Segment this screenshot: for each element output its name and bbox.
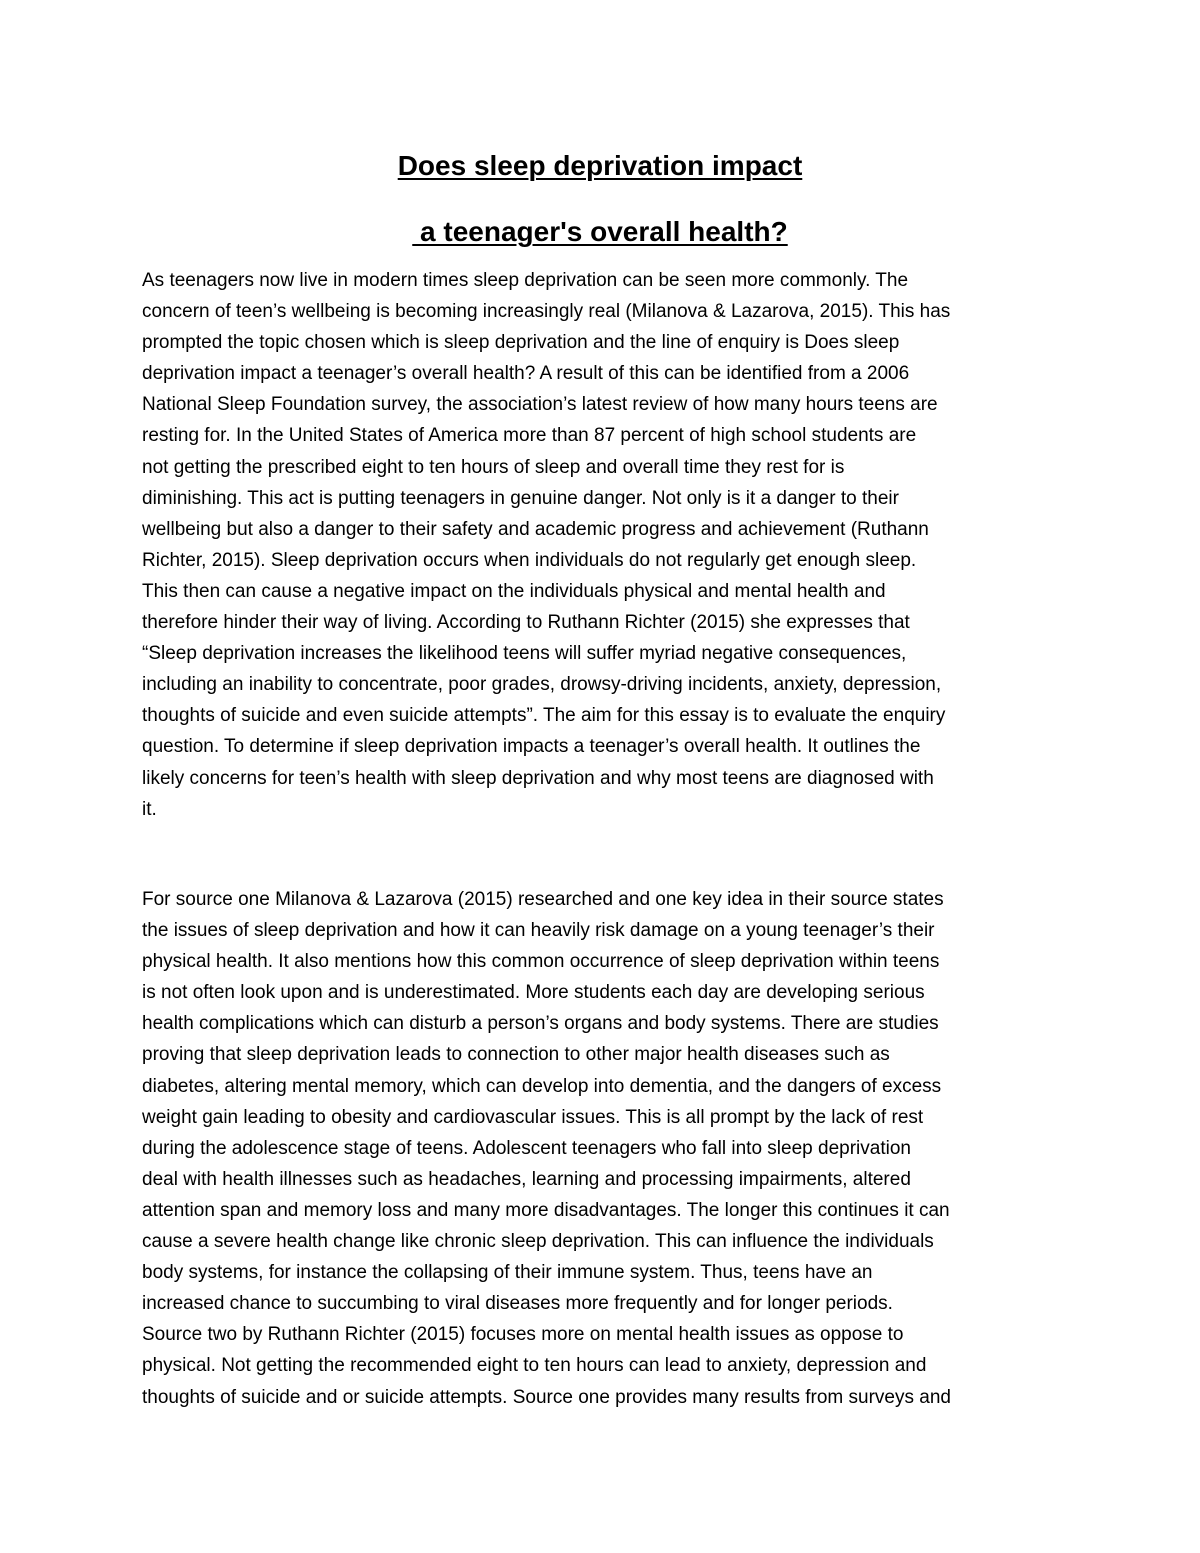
paragraph-line: the issues of sleep deprivation and how it can heavily risk damage on a young teenager’s their — [142, 920, 935, 942]
paragraph-line: physical health. It also mentions how this common occurrence of sleep deprivation within teens — [142, 951, 940, 973]
paragraph-line: increased chance to succumbing to viral diseases more frequently and for longer periods. — [142, 1293, 893, 1315]
paragraph-line: prompted the topic chosen which is sleep deprivation and the line of enquiry is Does sleep — [142, 332, 900, 354]
paragraph-line: during the adolescence stage of teens. Adolescent teenagers who fall into sleep deprivation — [142, 1137, 911, 1159]
paragraph-line: question. To determine if sleep deprivation impacts a teenager’s overall health. It outlines the — [142, 736, 921, 758]
paragraph-line: attention span and memory loss and many more disadvantages. The longer this continues it can — [142, 1199, 950, 1221]
paragraph-line: likely concerns for teen’s health with sleep deprivation and why most teens are diagnosed with — [142, 767, 934, 789]
paragraph-line: concern of teen’s wellbeing is becoming increasingly real (Milanova & Lazarova, 2015). This has — [142, 301, 951, 323]
paragraph-line: diminishing. This act is putting teenagers in genuine danger. Not only is it a danger to their — [142, 487, 899, 509]
paragraph-line: including an inability to concentrate, poor grades, drowsy-driving incidents, anxiety, depression, — [142, 674, 942, 696]
paragraph-line: is not often look upon and is underestimated. More students each day are developing serious — [142, 982, 925, 1004]
document-title-line-1 — [0, 148, 1200, 184]
paragraph-line: deprivation impact a teenager’s overall health? A result of this can be identified from a 2006 — [142, 363, 910, 385]
paragraph-line: National Sleep Foundation survey, the association’s latest review of how many hours teens are — [142, 394, 938, 416]
paragraph-line: diabetes, altering mental memory, which can develop into dementia, and the dangers of excess — [142, 1075, 942, 1097]
paragraph-line: body systems, for instance the collapsing of their immune system. Thus, teens have an — [142, 1262, 873, 1284]
paragraph-line: This then can cause a negative impact on the individuals physical and mental health and — [142, 580, 886, 602]
paragraph-sources — [142, 884, 1082, 1413]
paragraph-line: resting for. In the United States of America more than 87 percent of high school students are — [142, 425, 917, 447]
title-text-2: a teenager's overall health? — [412, 216, 788, 247]
paragraph-line: Source two by Ruthann Richter (2015) focuses more on mental health issues as oppose to — [142, 1324, 904, 1346]
paragraph-line: it. — [142, 798, 157, 820]
paragraph-line: health complications which can disturb a person’s organs and body systems. There are studies — [142, 1013, 939, 1035]
title-text-1: Does sleep deprivation impact — [397, 150, 803, 181]
paragraph-line: deal with health illnesses such as headaches, learning and processing impairments, altered — [142, 1168, 911, 1190]
paragraph-line: cause a severe health change like chronic sleep deprivation. This can influence the individuals — [142, 1231, 934, 1253]
paragraph-line: weight gain leading to obesity and cardiovascular issues. This is all prompt by the lack of rest — [142, 1106, 924, 1128]
paragraph-introduction — [142, 265, 1082, 825]
document-title-line-2 — [0, 214, 1200, 250]
paragraph-line: thoughts of suicide and or suicide attempts. Source one provides many results from surveys and — [142, 1386, 951, 1408]
paragraph-line: wellbeing but also a danger to their safety and academic progress and achievement (Ruthann — [142, 518, 929, 540]
paragraph-line: thoughts of suicide and even suicide attempts”. The aim for this essay is to evaluate the enquiry — [142, 705, 946, 727]
paragraph-line: not getting the prescribed eight to ten hours of sleep and overall time they rest for is — [142, 456, 845, 478]
paragraph-line: For source one Milanova & Lazarova (2015) researched and one key idea in their source states — [142, 889, 944, 910]
paragraph-line: “Sleep deprivation increases the likelihood teens will suffer myriad negative consequences, — [142, 643, 907, 665]
paragraph-line: proving that sleep deprivation leads to connection to other major health diseases such as — [142, 1044, 890, 1066]
paragraph-line: As teenagers now live in modern times sleep deprivation can be seen more commonly. The — [142, 270, 909, 291]
paragraph-line: Richter, 2015). Sleep deprivation occurs when individuals do not regularly get enough sleep. — [142, 549, 917, 571]
paragraph-line: therefore hinder their way of living. According to Ruthann Richter (2015) she expresses that — [142, 612, 910, 634]
paragraph-line: physical. Not getting the recommended eight to ten hours can lead to anxiety, depression and — [142, 1355, 927, 1377]
